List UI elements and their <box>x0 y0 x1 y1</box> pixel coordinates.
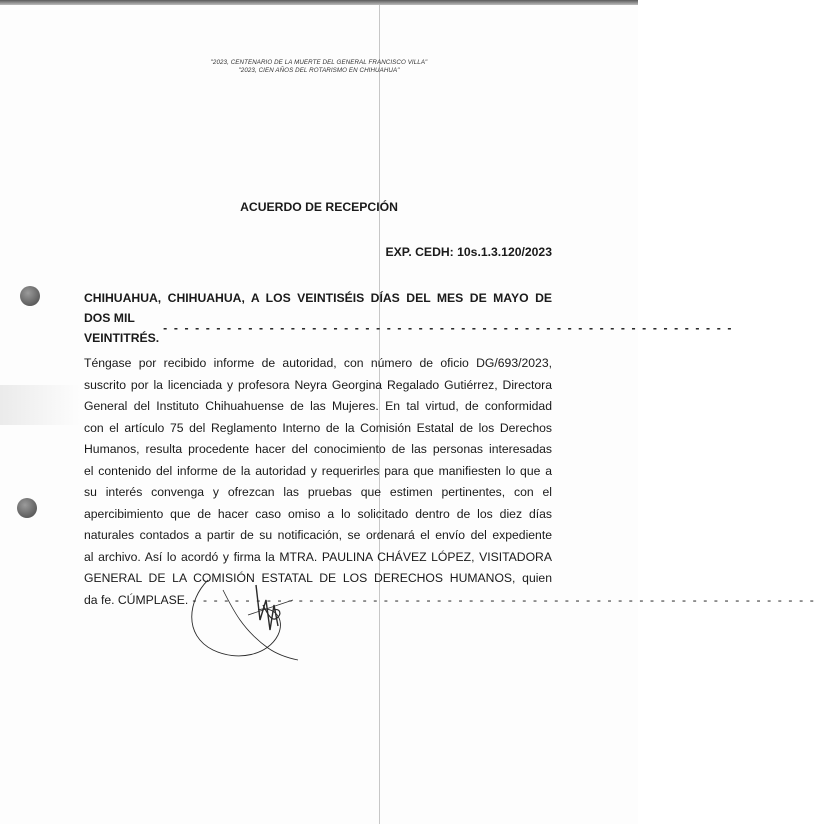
handwritten-signature <box>178 560 318 670</box>
place-date-block <box>84 288 733 348</box>
scan-top-edge <box>0 0 638 5</box>
case-number: EXP. CEDH: 10s.1.3.120/2023 <box>385 245 552 259</box>
scan-shadow <box>0 385 80 425</box>
body-line: con el artículo 75 del Reglamento Interno de la Comisión Estatal de los Derechos <box>84 420 552 435</box>
body-line: naturales contados a partir de su notificación, se ordenará el envío del expediente <box>84 528 552 542</box>
header-motto-1: "2023, CENTENARIO DE LA MUERTE DEL GENERAL FRANCISCO VILLA" <box>210 59 428 66</box>
body-line: su interés convenga y ofrezcan las pruebas que estimen pertinentes, con el <box>84 485 552 499</box>
body-line: Téngase por recibido informe de autoridad, con número de oficio DG/693/2023, <box>84 356 552 370</box>
document-title: ACUERDO DE RECEPCIÓN <box>240 200 398 214</box>
dash-filler: - - - - - - - - - - - - - - - - - - - - - - - - - - - - - - - - - - - - - - - - - - - - - - - - - - - - - - - - - - - <box>192 592 815 607</box>
punch-hole <box>17 498 37 518</box>
body-line: GENERAL DE LA COMISIÓN ESTATAL DE LOS DERECHOS HUMANOS, quien <box>84 571 552 585</box>
body-line: suscrito por la licenciada y profesora Neyra Georgina Regalado Gutiérrez, Directora <box>84 377 552 392</box>
place-date-line-2 <box>84 308 733 348</box>
punch-hole <box>20 286 40 306</box>
body-line: apercibimiento que de hacer caso omiso a lo solicitado dentro de los diez días <box>84 506 552 521</box>
body-line: el contenido del informe de la autoridad y requerirles para que manifiesten lo que a <box>84 463 552 478</box>
body-line: al archivo. Así lo acordó y firma la MTRA. PAULINA CHÁVEZ LÓPEZ, VISITADORA <box>84 549 552 564</box>
closing-text: da fe. CÚMPLASE. <box>84 592 189 607</box>
agreement-body <box>84 353 815 611</box>
body-line: Humanos, resulta procedente hacer del conocimiento de las personas interesadas <box>84 442 552 456</box>
header-motto-2: "2023, CIEN AÑOS DEL ROTARISMO EN CHIHUAHUA" <box>238 67 400 74</box>
body-last-line <box>84 590 815 612</box>
dash-filler: - - - - - - - - - - - - - - - - - - - - - - - - - - - - - - - - - - - - - - - - - - - - - - - - - - - - - - <box>163 321 733 335</box>
place-date-line-1: CHIHUAHUA, CHIHUAHUA, A LOS VEINTISÉIS DÍAS DEL MES DE MAYO DE <box>84 291 552 305</box>
body-line: General del Instituto Chihuahuense de las Mujeres. En tal virtud, de conformidad <box>84 399 552 413</box>
place-date-text: DOS MIL VEINTITRÉS. <box>84 311 160 345</box>
